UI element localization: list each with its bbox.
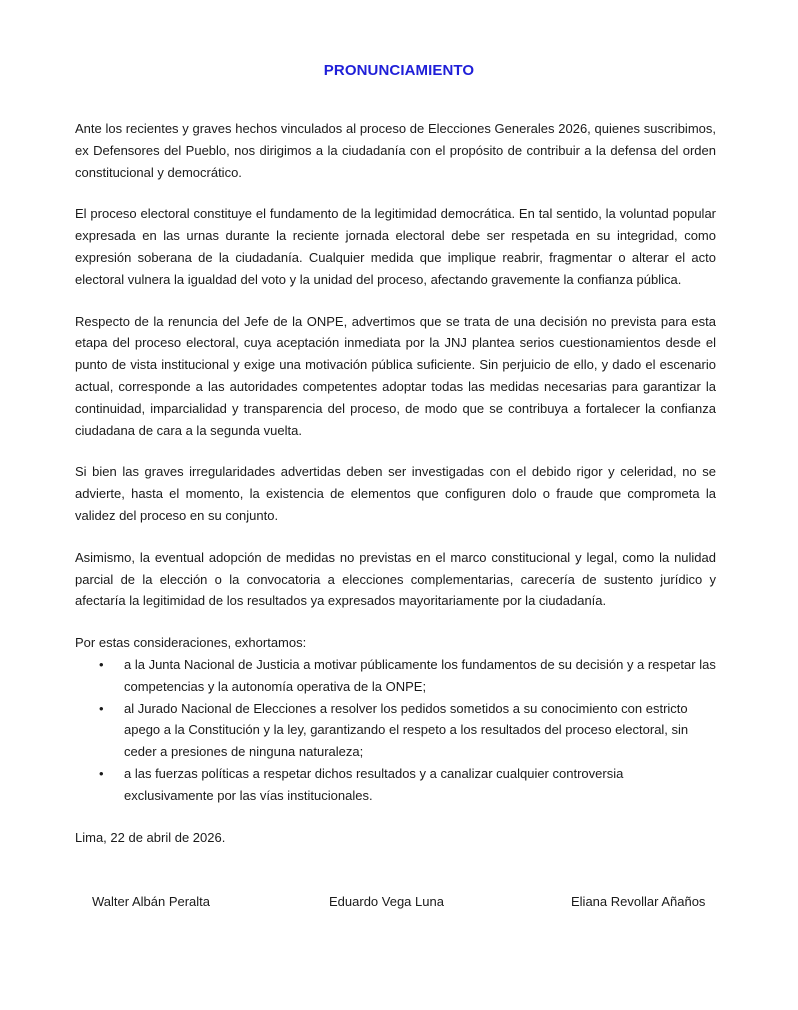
document-body — [75, 118, 716, 848]
exhortation-text: a las fuerzas políticas a respetar dichos resultados y a canalizar cualquier controversia exclusivamente por las vías institucionales. — [124, 765, 624, 803]
exhortation-list — [75, 654, 716, 807]
paragraph-electoral-process: El proceso electoral constituye el fundamento de la legitimidad democrática. En tal sentido, la voluntad popular expresada en las urnas durante la reciente jornada electoral debe ser respetada en su integridad, como expresión soberana de la ciudadanía. Cualquier medida que implique reabrir, fragmentar o alterar el acto electoral vulnera la igualdad del voto y la unidad del proceso, afectando gravemente la confianza pública. — [75, 206, 716, 287]
paragraph-measures: Asimismo, la eventual adopción de medidas no previstas en el marco constitucional y legal, como la nulidad parcial de la elección o la convocatoria a elecciones complementarias, carecería de sustento jurídico y afectaría la legitimidad de los resultados ya expresados mayoritariamente por la ciudadanía. — [75, 549, 716, 609]
list-item — [75, 654, 716, 698]
exhortation-intro: Por estas consideraciones, exhortamos: — [75, 635, 307, 651]
paragraph-onpe-resignation: Respecto de la renuncia del Jefe de la ONPE, advertimos que se trata de una decisión no prevista para esta etapa del proceso electoral, cuya aceptación inmediata por la JNJ plantea serios cuestionamientos desde el punto de vista institucional y exige una motivación pública suficiente. Sin perjuicio de ello, y dado el escenario actual, corresponde a las autoridades competentes adoptar todas las medidas necesarias para garantizar la continuidad, imparcialidad y transparencia del proceso, de modo que se contribuya a fortalecer la confianza ciudadana de cara a la segunda vuelta. — [75, 313, 716, 438]
list-item — [75, 698, 716, 763]
bullet-icon: • — [99, 656, 104, 672]
signatory-1: Walter Albán Peralta — [92, 894, 211, 909]
signatory-2: Eduardo Vega Luna — [329, 894, 444, 909]
bullet-icon: • — [99, 700, 104, 716]
bullet-icon: • — [99, 765, 104, 781]
document-date: Lima, 22 de abril de 2026. — [75, 829, 226, 845]
list-item — [75, 763, 716, 807]
document-title: PRONUNCIAMIENTO — [323, 62, 475, 79]
exhortation-text: a la Junta Nacional de Justicia a motivar públicamente los fundamentos de su decisión y a respetar las competencias y la autonomía operativa de la ONPE; — [124, 656, 716, 694]
exhortation-text: al Jurado Nacional de Elecciones a resolver los pedidos sometidos a su conocimiento con estricto apego a la Constitución y la ley, garantizando el respeto a los resultados del proceso electoral, sin ceder a presiones de ninguna naturaleza; — [124, 700, 689, 760]
paragraph-intro: Ante los recientes y graves hechos vinculados al proceso de Elecciones Generales 2026, quienes suscribimos, ex Defensores del Pueblo, nos dirigimos a la ciudadanía con el propósito de contribuir a la defensa del orden constitucional y democrático. — [75, 121, 716, 180]
paragraph-irregularities: Si bien las graves irregularidades advertidas deben ser investigadas con el debido rigor y celeridad, no se advierte, hasta el momento, la existencia de elementos que configuren dolo o fraude que comprometa la validez del proceso en su conjunto. — [75, 464, 716, 523]
signatory-3: Eliana Revollar Añaños — [571, 894, 706, 909]
